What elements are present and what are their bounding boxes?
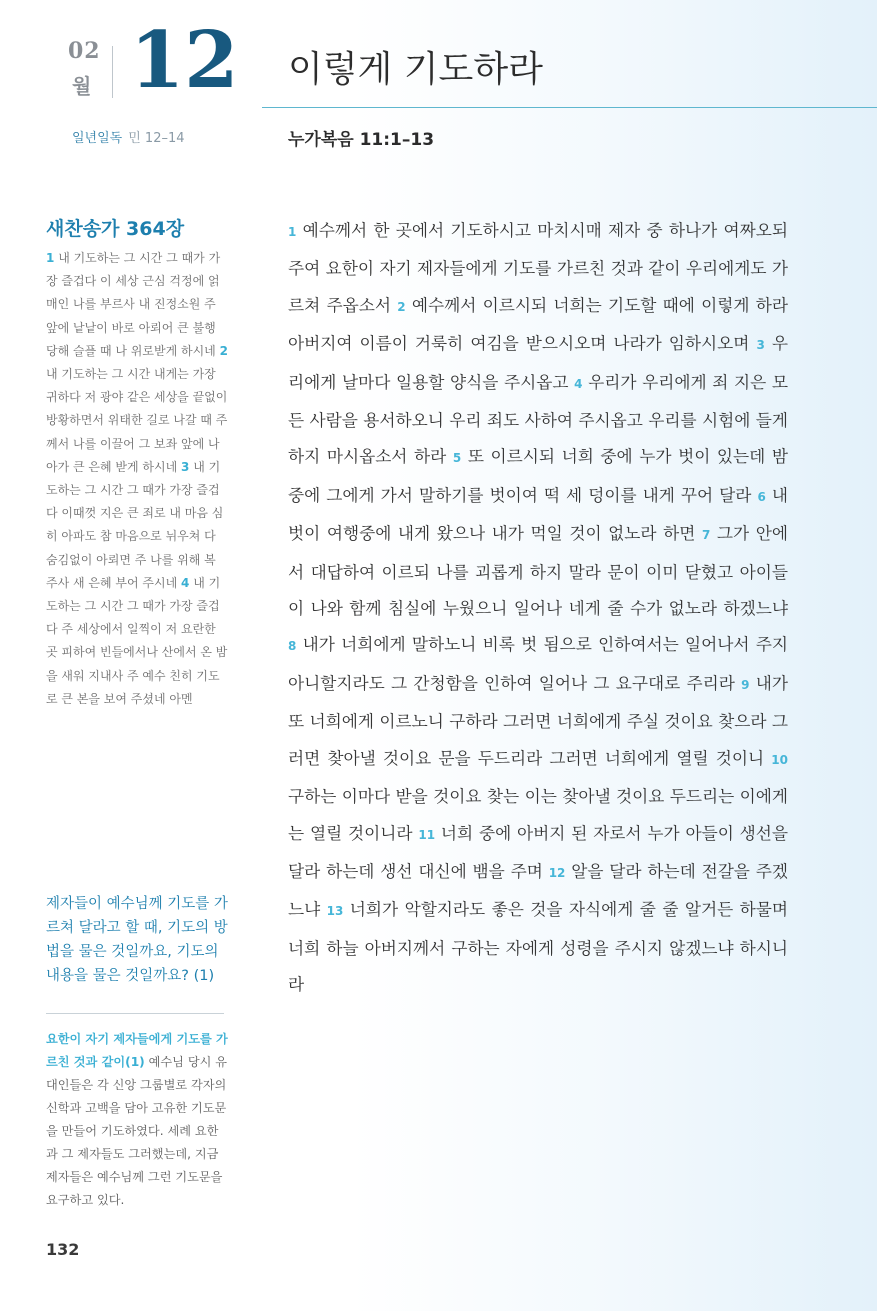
date-divider (112, 46, 113, 98)
scripture-passage (288, 212, 788, 1003)
page-number: 132 (46, 1240, 80, 1259)
verse-number: 6 (757, 489, 766, 504)
verse-number: 12 (548, 865, 566, 880)
verse-number: 8 (288, 639, 297, 654)
daily-reading (72, 127, 185, 146)
verse-text: 내가 너희에게 말하노니 비록 벗 됨으로 인하여서는 일어나서 주지 아니할지라도 그 간청함을 인하여 일어나 그 요구대로 주리라 (288, 634, 788, 693)
verse-number: 10 (771, 752, 788, 767)
verse-number: 9 (741, 677, 750, 692)
verse-text: 너희 중에 아버지 된 자로서 누가 아들이 생선을 달라 하는데 생선 대신에 뱀을 주며 (288, 822, 789, 881)
verse-text: 구하는 이마다 받을 것이요 찾는 이는 찾아낼 것이요 두드리는 이에게는 열릴 것이니라 (288, 786, 788, 843)
verse-number: 3 (756, 338, 765, 353)
verse-text: 너희가 악할지라도 좋은 것을 자식에게 줄 줄 알거든 하물며 너희 하늘 아버지께서 구하는 자에게 성령을 주시지 않겠느냐 하시니라 (288, 899, 788, 995)
hymn-verse-text: 내 기도하는 그 시간 그 때가 가장 즐겁다 주 세상에서 일찍이 저 요란한 곳 피하여 빈들에서나 산에서 온 밤을 새워 지내사 주 예수 친히 기도로 큰 본을 보여 주셨네 아멘 (46, 575, 228, 706)
verse-number: 1 (288, 225, 297, 239)
note-body: 예수님 당시 유대인들은 각 신앙 그룹별로 각자의 신학과 고백을 담아 고유한 기도문을 만들어 기도하였다. 세례 요한과 그 제자들도 그러했는데, 지금 제자들은 예수님께 그런 기도문을 요구하고 있다. (46, 1055, 228, 1207)
verse-number: 4 (574, 376, 583, 391)
verse-text: 우리에게 날마다 일용할 양식을 주시옵고 (288, 333, 788, 392)
note-heading: 요한이 자기 제자들에게 기도를 가르친 것과 같이(1) (46, 1032, 228, 1069)
hymn-verse-number: 1 (46, 251, 55, 265)
hymn-verse-text: 내 기도하는 그 시간 그 때가 가장 즐겁다 이 세상 근심 걱정에 얽매인 나를 부르사 내 진정소원 주 앞에 낱낱이 바로 아뢰어 큰 불행 당해 슬플 때 나 위로받게 하시네 (46, 251, 221, 358)
verse-number: 2 (397, 299, 406, 314)
verse-number: 13 (326, 904, 344, 919)
verse-number: 5 (452, 451, 462, 466)
daily-reading-reference: 민 12–14 (128, 131, 185, 146)
verse-text: 내가 또 너희에게 이르노니 구하라 그러면 너희에게 주실 것이요 찾으라 그러면 찾아낼 것이요 문을 두드리라 그러면 너희에게 열릴 것이니 (288, 672, 788, 768)
title-underline (262, 107, 877, 108)
verse-text: 우리가 우리에게 죄 지은 모든 사람을 용서하오니 우리 죄도 사하여 주시옵고 우리를 시험에 들게 하지 마시옵소서 하라 (288, 371, 788, 467)
month-label: 월 (72, 74, 92, 98)
day-number: 12 (130, 15, 239, 106)
month-number: 02 (68, 38, 101, 64)
hymn-verse-text: 내 기도하는 그 시간 내게는 가장 귀하다 저 광야 같은 세상을 끝없이 방황하면서 위태한 길로 나갈 때 주께서 나를 이끌어 그 보좌 앞에 나아가 큰 은혜 받게 하시네 (46, 367, 228, 474)
hymn-verse-text: 내 기도하는 그 시간 그 때가 가장 즐겁다 이때껏 지은 큰 죄로 내 마음 심히 아파도 참 마음으로 뉘우쳐 다 숨김없이 아뢰면 주 나를 위해 복 주사 새 은혜 부어 주시네 (46, 459, 224, 590)
daily-reading-label: 일년일독 (72, 131, 123, 146)
verse-text: 예수께서 한 곳에서 기도하시고 마치시매 제자 중 하나가 여짜오되 주여 요한이 자기 제자들에게 기도를 가르친 것과 같이 우리에게도 가르쳐 주옵소서 (288, 220, 788, 315)
hymn-verse-number: 4 (181, 575, 190, 590)
verse-text: 알을 달라 하는데 전갈을 주겠느냐 (288, 860, 789, 920)
hymn-title: 새찬송가 364장 (46, 218, 185, 240)
verse-text: 예수께서 이르시되 너희는 기도할 때에 이렇게 하라 아버지여 이름이 거룩히 여김을 받으시오며 나라가 임하시오며 (288, 294, 788, 354)
verse-text: 내 벗이 여행중에 내게 왔으나 내가 먹일 것이 없노라 하면 (288, 484, 788, 544)
page-title: 이렇게 기도하라 (288, 49, 543, 90)
verse-number: 7 (701, 528, 711, 543)
hymn-verse-number: 2 (219, 343, 228, 358)
commentary-note (46, 1028, 228, 1212)
reflection-question: 제자들이 예수님께 기도를 가르쳐 달라고 할 때, 기도의 방법을 물은 것일까요, 기도의 내용을 물은 것일까요? (1) (46, 896, 228, 984)
hymn-lyrics (46, 247, 228, 711)
hymn-verse-number: 3 (181, 459, 190, 474)
note-divider (46, 1013, 224, 1014)
verse-text: 또 이르시되 너희 중에 누가 벗이 있는데 밤중에 그에게 가서 말하기를 벗이여 떡 세 덩이를 내게 꾸어 달라 (288, 446, 788, 505)
verse-number: 11 (418, 827, 436, 842)
passage-reference: 누가복음 11:1–13 (288, 130, 435, 150)
verse-text: 그가 안에서 대답하여 이르되 나를 괴롭게 하지 말라 문이 이미 닫혔고 아이들이 나와 함께 침실에 누웠으니 일어나 네게 줄 수가 없노라 하겠느냐 (288, 523, 788, 619)
